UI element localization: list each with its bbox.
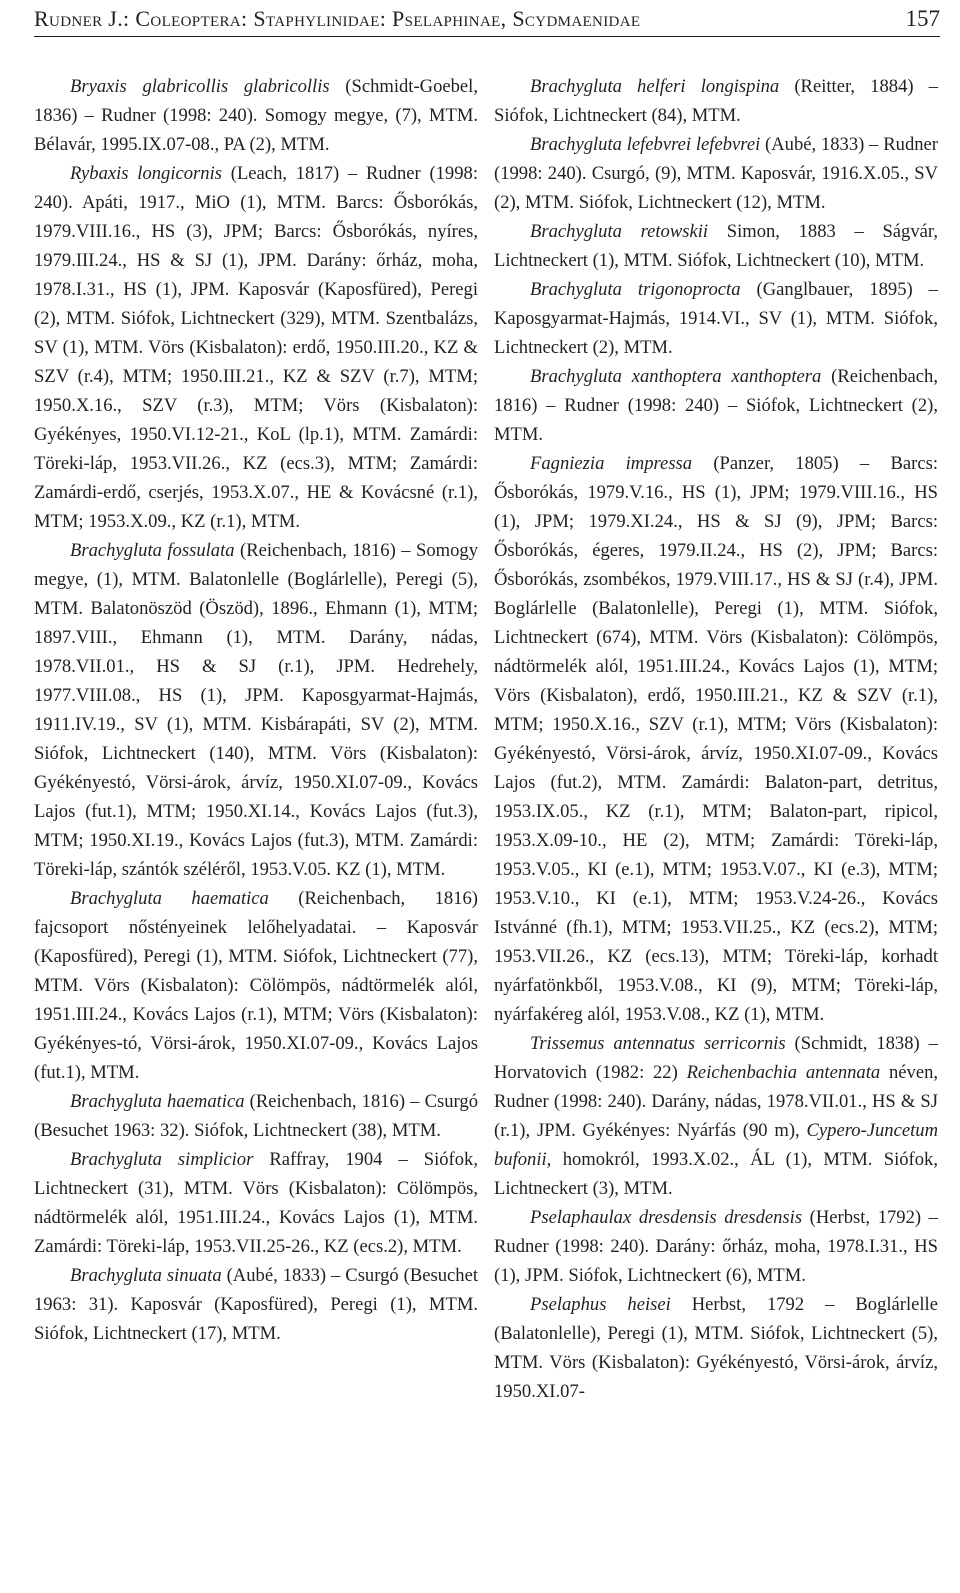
taxon-name: Cypero-Juncetum bufonii,: [494, 1120, 938, 1170]
taxon-name: Pselaphus heisei: [530, 1294, 671, 1315]
entry-text: (Reitter, 1884) – Siófok, Lichtneckert (84), MTM.: [494, 76, 938, 126]
species-entry: [494, 275, 938, 362]
taxon-name: Brachygluta fossulata: [70, 540, 235, 561]
entry-text: homokról, 1993.X.02., ÁL (1), MTM. Siófok, Lichtneckert (3), MTM.: [494, 1149, 938, 1199]
species-entry: [494, 449, 938, 1029]
taxon-name: Rybaxis longicornis: [70, 163, 222, 184]
taxon-name: Bryaxis glabricollis glabricollis: [70, 76, 330, 97]
species-entry: [494, 362, 938, 449]
entry-text: (Reichenbach, 1816) fajcsoport nőstényeinek lelőhelyadatai. – Kaposvár (Kaposfüred), Peregi (1), MTM. Siófok, Lichtneckert (77), MTM. Vörs (Kisbalaton): Cölömpös, nádtörmelék alól, 1951.III.24., Kovács Lajos (r.1), MTM; Vörs (Kisbalaton): Gyékényes-tó, Vörsi-árok, 1950.XI.07-09., Kovács Lajos (fut.1), MTM.: [34, 888, 478, 1083]
species-entry: [34, 536, 478, 884]
taxon-name: Brachygluta haematica: [70, 1091, 245, 1112]
species-entry: [494, 72, 938, 130]
running-title: Rudner J.: Coleoptera: Staphylinidae: Pselaphinae, Scydmaenidae: [34, 6, 641, 31]
entry-text: (Reichenbach, 1816) – Rudner (1998: 240) – Siófok, Lichtneckert (2), MTM.: [494, 366, 938, 445]
taxon-name: Brachygluta haematica: [70, 888, 269, 909]
taxon-name: Brachygluta simplicior: [70, 1149, 254, 1170]
entry-text: (Schmidt-Goebel, 1836) – Rudner (1998: 240). Somogy megye, (7), MTM. Bélavár, 1995.IX.07-08., PA (2), MTM.: [34, 76, 478, 155]
species-entry: [494, 1029, 938, 1203]
taxon-name: Trissemus antennatus serricornis: [530, 1033, 786, 1054]
entry-text: Herbst, 1792 – Boglárlelle (Balatonlelle), Peregi (1), MTM. Siófok, Lichtneckert (5), MTM. Vörs (Kisbalaton): Gyékényestó, Vörsi-árok, árvíz, 1950.XI.07-: [494, 1294, 938, 1402]
entry-text: (Leach, 1817) – Rudner (1998: 240). Apáti, 1917., MiO (1), MTM. Barcs: Ősborókás, 1979.VIII.16., HS (3), JPM; Barcs: Ősborókás, nyíres, 1979.III.24., HS & SJ (1), JPM. Darány: őrház, moha, 1978.I.31., HS (1), JPM. Kaposvár (Kaposfüred), Peregi (2), MTM. Siófok, Lichtneckert (329), MTM. Szentbalázs, SV (1), MTM. Vörs (Kisbalaton): erdő, 1950.III.20., KZ & SZV (r.4), MTM; 1950.III.21., KZ & SZV (r.7), MTM; 1950.X.16., SZV (r.3), MTM; Vörs (Kisbalaton): Gyékényes, 1950.VI.12-21., KoL (lp.1), MTM. Zamárdi: Töreki-láp, 1953.VII.26., KZ (ecs.3), MTM; Zamárdi: Zamárdi-erdő, cserjés, 1953.X.07., HE & Kovácsné (r.1), MTM; 1953.X.09., KZ (r.1), MTM.: [34, 163, 478, 532]
taxon-name: Brachygluta helferi longispina: [530, 76, 780, 97]
running-head: [34, 4, 940, 37]
species-entry: [34, 72, 478, 159]
species-entry: [34, 159, 478, 536]
taxon-name: Pselaphaulax dresdensis dresdensis: [530, 1207, 803, 1228]
species-entry: [34, 884, 478, 1087]
entry-text: Raffray, 1904 – Siófok, Lichtneckert (31), MTM. Vörs (Kisbalaton): Cölömpös, nádtörmelék alól, 1951.III.24., Kovács Lajos (1), MTM. Zamárdi: Töreki-láp, 1953.VII.25-26., KZ (ecs.2), MTM.: [34, 1149, 478, 1257]
species-entry: [494, 130, 938, 217]
entry-text: (Reichenbach, 1816) – Somogy megye, (1), MTM. Balatonlelle (Boglárlelle), Peregi (5), MTM. Balatonöszöd (Öszöd), 1896., Ehmann (1), MTM; 1897.VIII., Ehmann (1), MTM. Darány, nádas, 1978.VII.01., HS & SJ (r.1), JPM. Hedrehely, 1977.VIII.08., HS (1), JPM. Kaposgyarmat-Hajmás, 1911.IV.19., SV (1), MTM. Kisbárapáti, SV (2), MTM. Siófok, Lichtneckert (140), MTM. Vörs (Kisbalaton): Gyékényestó, Vörsi-árok, árvíz, 1950.XI.07-09., Kovács Lajos (fut.1), MTM; 1950.XI.14., Kovács Lajos (fut.3), MTM; 1950.XI.19., Kovács Lajos (fut.3), MTM. Zamárdi: Töreki-láp, szántók széléről, 1953.V.05. KZ (1), MTM.: [34, 540, 478, 880]
entry-text: (Aubé, 1833) – Csurgó (Besuchet 1963: 31). Kaposvár (Kaposfüred), Peregi (1), MTM. Siófok, Lichtneckert (17), MTM.: [34, 1265, 478, 1344]
species-entry: [494, 1290, 938, 1406]
species-entry: [494, 217, 938, 275]
species-entry: [34, 1087, 478, 1145]
entry-text: (Ganglbauer, 1895) – Kaposgyarmat-Hajmás, 1914.VI., SV (1), MTM. Siófok, Lichtneckert (2), MTM.: [494, 279, 938, 358]
entry-text: (Schmidt, 1838) – Horvatovich (1982: 22): [494, 1033, 938, 1083]
species-entry: [34, 1261, 478, 1348]
taxon-name: Brachygluta trigonoprocta: [530, 279, 741, 300]
taxon-name: Brachygluta xanthoptera xanthoptera: [530, 366, 822, 387]
taxon-name: Fagniezia impressa: [530, 453, 693, 474]
left-column: [34, 72, 478, 1348]
species-entry: [494, 1203, 938, 1290]
page-number: 157: [905, 6, 940, 31]
right-column: [494, 72, 938, 1406]
entry-text: (Herbst, 1792) – Rudner (1998: 240). Darány: őrház, moha, 1978.I.31., HS (1), JPM. Siófok, Lichtneckert (6), MTM.: [494, 1207, 938, 1286]
entry-text: (Panzer, 1805) – Barcs: Ősborókás, 1979.V.16., HS (1), JPM; 1979.VIII.16., HS (1), JPM; 1979.XI.24., HS & SJ (9), JPM; Barcs: Ősborókás, égeres, 1979.II.24., HS (2), JPM; Barcs: Ősborókás, zsombékos, 1979.VIII.17., HS & SJ (r.4), JPM. Boglárlelle (Balatonlelle), Peregi (1), MTM. Siófok, Lichtneckert (674), MTM. Vörs (Kisbalaton): Cölömpös, nádtörmelék alól, 1951.III.24., Kovács Lajos (1), MTM; Vörs (Kisbalaton), erdő, 1950.III.21., KZ & SZV (r.1), MTM; 1950.X.16., SZV (r.1), MTM; Vörs (Kisbalaton): Gyékényestó, Vörsi-árok, árvíz, 1950.XI.07-09., Kovács Lajos (fut.2), MTM. Zamárdi: Balaton-part, detritus, 1953.IX.05., KZ (r.1), MTM; Balaton-part, ripicol, 1953.X.09-10., HE (2), MTM; Zamárdi: Töreki-láp, 1953.V.05., KI (e.1), MTM; 1953.V.07., KI (e.3), MTM; 1953.V.10., KI (e.1), MTM; 1953.V.24-26., Kovács Istvánné (fh.1), MTM; 1953.VII.25., KZ (ecs.2), MTM; 1953.VII.26., KZ (ecs.13), MTM; Töreki-láp, korhadt nyárfatönkből, 1953.V.08., KI (9), MTM; Töreki-láp, nyárfakéreg alól, 1953.V.08., KZ (1), MTM.: [494, 453, 938, 1025]
entry-text: (Reichenbach, 1816) – Csurgó (Besuchet 1963: 32). Siófok, Lichtneckert (38), MTM.: [34, 1091, 478, 1141]
entry-text: néven, Rudner (1998: 240). Darány, nádas, 1978.VII.01., HS & SJ (r.1), JPM. Gyékényes: Nyárfás (90 m),: [494, 1062, 939, 1141]
taxon-name: Brachygluta sinuata: [70, 1265, 222, 1286]
entry-text: Simon, 1883 – Ságvár, Lichtneckert (1), MTM. Siófok, Lichtneckert (10), MTM.: [494, 221, 938, 271]
taxon-name: Brachygluta lefebvrei lefebvrei: [530, 134, 761, 155]
entry-text: (Aubé, 1833) – Rudner (1998: 240). Csurgó, (9), MTM. Kaposvár, 1916.X.05., SV (2), MTM. Siófok, Lichtneckert (12), MTM.: [494, 134, 938, 213]
taxon-name: Brachygluta retowskii: [530, 221, 709, 242]
species-entry: [34, 1145, 478, 1261]
taxon-name: Reichenbachia antennata: [686, 1062, 881, 1083]
